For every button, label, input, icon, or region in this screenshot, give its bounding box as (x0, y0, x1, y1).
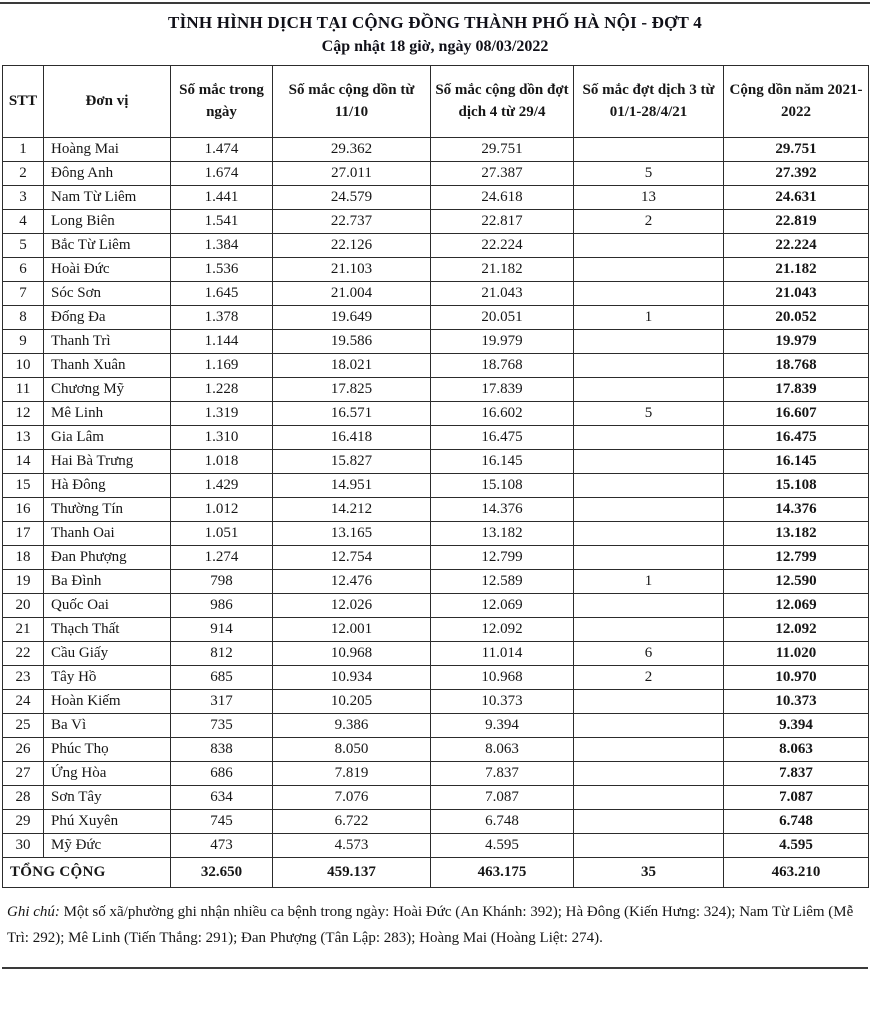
row-unit: Thanh Xuân (44, 354, 171, 378)
table-row (3, 834, 869, 858)
table-row (3, 330, 869, 354)
row-cumulative-wave4: 12.092 (431, 618, 574, 642)
row-stt: 24 (3, 690, 44, 714)
row-wave3 (574, 234, 724, 258)
row-wave3 (574, 330, 724, 354)
row-cumulative-wave4: 24.618 (431, 186, 574, 210)
row-wave3 (574, 258, 724, 282)
row-unit: Thạch Thất (44, 618, 171, 642)
table-row (3, 738, 869, 762)
row-cumulative-wave4: 21.182 (431, 258, 574, 282)
row-stt: 15 (3, 474, 44, 498)
row-wave3: 5 (574, 162, 724, 186)
row-cumulative-total: 29.751 (724, 138, 869, 162)
table-row (3, 234, 869, 258)
table-row (3, 282, 869, 306)
row-wave3 (574, 498, 724, 522)
row-cumulative-1110: 14.212 (273, 498, 431, 522)
row-cumulative-1110: 27.011 (273, 162, 431, 186)
row-unit: Thường Tín (44, 498, 171, 522)
row-daily-cases: 1.169 (171, 354, 273, 378)
row-daily-cases: 1.012 (171, 498, 273, 522)
row-daily-cases: 798 (171, 570, 273, 594)
total-cumulative-1110: 459.137 (273, 858, 431, 888)
row-cumulative-1110: 12.001 (273, 618, 431, 642)
row-unit: Phú Xuyên (44, 810, 171, 834)
total-row (3, 858, 869, 888)
footnote-label: Ghi chú: (7, 904, 60, 920)
row-daily-cases: 986 (171, 594, 273, 618)
row-stt: 19 (3, 570, 44, 594)
row-stt: 16 (3, 498, 44, 522)
row-stt: 12 (3, 402, 44, 426)
row-cumulative-wave4: 27.387 (431, 162, 574, 186)
row-cumulative-total: 10.970 (724, 666, 869, 690)
row-stt: 2 (3, 162, 44, 186)
row-unit: Bắc Từ Liêm (44, 234, 171, 258)
row-wave3 (574, 522, 724, 546)
row-unit: Chương Mỹ (44, 378, 171, 402)
header-wave3: Số mắc đợt dịch 3 từ 01/1-28/4/21 (574, 66, 724, 138)
row-cumulative-wave4: 29.751 (431, 138, 574, 162)
table-row (3, 810, 869, 834)
row-stt: 10 (3, 354, 44, 378)
row-cumulative-wave4: 16.475 (431, 426, 574, 450)
total-label: TỔNG CỘNG (3, 858, 171, 888)
row-unit: Nam Từ Liêm (44, 186, 171, 210)
row-wave3 (574, 690, 724, 714)
row-cumulative-1110: 10.934 (273, 666, 431, 690)
row-wave3: 5 (574, 402, 724, 426)
row-cumulative-total: 22.819 (724, 210, 869, 234)
header-row (3, 66, 869, 138)
row-unit: Thanh Oai (44, 522, 171, 546)
row-cumulative-1110: 16.571 (273, 402, 431, 426)
row-cumulative-1110: 24.579 (273, 186, 431, 210)
row-stt: 5 (3, 234, 44, 258)
row-daily-cases: 1.541 (171, 210, 273, 234)
row-cumulative-wave4: 10.968 (431, 666, 574, 690)
header-daily-cases: Số mắc trong ngày (171, 66, 273, 138)
table-row (3, 354, 869, 378)
row-wave3: 13 (574, 186, 724, 210)
row-wave3 (574, 738, 724, 762)
row-wave3 (574, 378, 724, 402)
row-unit: Sóc Sơn (44, 282, 171, 306)
row-cumulative-total: 18.768 (724, 354, 869, 378)
row-cumulative-total: 15.108 (724, 474, 869, 498)
row-daily-cases: 1.144 (171, 330, 273, 354)
row-cumulative-wave4: 8.063 (431, 738, 574, 762)
row-cumulative-wave4: 4.595 (431, 834, 574, 858)
total-cumulative-wave4: 463.175 (431, 858, 574, 888)
row-cumulative-1110: 10.968 (273, 642, 431, 666)
page-subtitle: Cập nhật 18 giờ, ngày 08/03/2022 (321, 38, 549, 55)
table-row (3, 402, 869, 426)
row-daily-cases: 1.274 (171, 546, 273, 570)
row-cumulative-wave4: 20.051 (431, 306, 574, 330)
row-wave3 (574, 786, 724, 810)
row-cumulative-wave4: 7.087 (431, 786, 574, 810)
row-unit: Mê Linh (44, 402, 171, 426)
row-unit: Tây Hồ (44, 666, 171, 690)
row-daily-cases: 1.536 (171, 258, 273, 282)
table-row (3, 690, 869, 714)
table-row (3, 186, 869, 210)
table-row (3, 498, 869, 522)
row-cumulative-wave4: 12.799 (431, 546, 574, 570)
row-cumulative-1110: 12.026 (273, 594, 431, 618)
table-row (3, 618, 869, 642)
row-unit: Ứng Hòa (44, 762, 171, 786)
row-cumulative-1110: 14.951 (273, 474, 431, 498)
row-cumulative-total: 14.376 (724, 498, 869, 522)
row-cumulative-1110: 19.649 (273, 306, 431, 330)
row-daily-cases: 1.018 (171, 450, 273, 474)
row-cumulative-total: 22.224 (724, 234, 869, 258)
row-stt: 20 (3, 594, 44, 618)
row-daily-cases: 1.429 (171, 474, 273, 498)
table-row (3, 450, 869, 474)
row-wave3: 6 (574, 642, 724, 666)
row-daily-cases: 685 (171, 666, 273, 690)
row-unit: Đông Anh (44, 162, 171, 186)
footnote (2, 888, 868, 969)
row-wave3 (574, 450, 724, 474)
total-wave3: 35 (574, 858, 724, 888)
row-daily-cases: 1.228 (171, 378, 273, 402)
row-cumulative-1110: 6.722 (273, 810, 431, 834)
row-cumulative-1110: 22.126 (273, 234, 431, 258)
row-stt: 26 (3, 738, 44, 762)
row-stt: 23 (3, 666, 44, 690)
row-daily-cases: 1.474 (171, 138, 273, 162)
row-cumulative-wave4: 17.839 (431, 378, 574, 402)
row-cumulative-1110: 18.021 (273, 354, 431, 378)
row-cumulative-1110: 17.825 (273, 378, 431, 402)
row-daily-cases: 686 (171, 762, 273, 786)
row-wave3 (574, 474, 724, 498)
row-wave3 (574, 354, 724, 378)
row-cumulative-total: 12.799 (724, 546, 869, 570)
row-unit: Long Biên (44, 210, 171, 234)
row-stt: 11 (3, 378, 44, 402)
row-cumulative-1110: 9.386 (273, 714, 431, 738)
row-cumulative-1110: 16.418 (273, 426, 431, 450)
row-unit: Hoàn Kiếm (44, 690, 171, 714)
row-daily-cases: 473 (171, 834, 273, 858)
table-row (3, 546, 869, 570)
row-wave3 (574, 594, 724, 618)
row-cumulative-total: 11.020 (724, 642, 869, 666)
row-daily-cases: 1.051 (171, 522, 273, 546)
row-cumulative-wave4: 13.182 (431, 522, 574, 546)
row-cumulative-total: 12.069 (724, 594, 869, 618)
total-daily-cases: 32.650 (171, 858, 273, 888)
row-wave3 (574, 282, 724, 306)
row-unit: Ba Đình (44, 570, 171, 594)
table-row (3, 714, 869, 738)
row-wave3: 1 (574, 570, 724, 594)
row-daily-cases: 1.378 (171, 306, 273, 330)
row-cumulative-wave4: 16.145 (431, 450, 574, 474)
row-cumulative-1110: 19.586 (273, 330, 431, 354)
row-wave3 (574, 138, 724, 162)
table-row (3, 426, 869, 450)
row-cumulative-total: 19.979 (724, 330, 869, 354)
row-cumulative-wave4: 7.837 (431, 762, 574, 786)
row-wave3 (574, 618, 724, 642)
row-stt: 7 (3, 282, 44, 306)
row-unit: Gia Lâm (44, 426, 171, 450)
row-cumulative-total: 16.475 (724, 426, 869, 450)
row-cumulative-total: 16.607 (724, 402, 869, 426)
row-cumulative-total: 4.595 (724, 834, 869, 858)
row-cumulative-total: 20.052 (724, 306, 869, 330)
row-cumulative-wave4: 22.224 (431, 234, 574, 258)
row-cumulative-1110: 12.754 (273, 546, 431, 570)
row-stt: 14 (3, 450, 44, 474)
row-wave3 (574, 426, 724, 450)
row-cumulative-wave4: 9.394 (431, 714, 574, 738)
row-cumulative-wave4: 21.043 (431, 282, 574, 306)
header-stt: STT (3, 66, 44, 138)
row-stt: 13 (3, 426, 44, 450)
row-cumulative-1110: 21.004 (273, 282, 431, 306)
row-stt: 27 (3, 762, 44, 786)
row-daily-cases: 812 (171, 642, 273, 666)
row-stt: 4 (3, 210, 44, 234)
row-unit: Hai Bà Trưng (44, 450, 171, 474)
table-row (3, 378, 869, 402)
row-wave3 (574, 762, 724, 786)
row-cumulative-total: 6.748 (724, 810, 869, 834)
row-cumulative-wave4: 16.602 (431, 402, 574, 426)
row-cumulative-total: 9.394 (724, 714, 869, 738)
covid-district-table (2, 65, 869, 888)
row-unit: Hoài Đức (44, 258, 171, 282)
row-cumulative-1110: 15.827 (273, 450, 431, 474)
row-cumulative-total: 27.392 (724, 162, 869, 186)
row-cumulative-1110: 4.573 (273, 834, 431, 858)
row-stt: 22 (3, 642, 44, 666)
row-cumulative-wave4: 6.748 (431, 810, 574, 834)
row-unit: Mỹ Đức (44, 834, 171, 858)
row-cumulative-wave4: 12.069 (431, 594, 574, 618)
table-row (3, 210, 869, 234)
row-unit: Đống Đa (44, 306, 171, 330)
row-stt: 30 (3, 834, 44, 858)
row-daily-cases: 634 (171, 786, 273, 810)
row-daily-cases: 317 (171, 690, 273, 714)
row-cumulative-total: 16.145 (724, 450, 869, 474)
row-daily-cases: 745 (171, 810, 273, 834)
row-unit: Phúc Thọ (44, 738, 171, 762)
footnote-text: Một số xã/phường ghi nhận nhiều ca bệnh trong ngày: Hoài Đức (An Khánh: 392); Hà Đông (Kiến Hưng: 324); Nam Từ Liêm (Mễ Trì: 292); Mê Linh (Tiến Thắng: 291); Đan Phượng (Tân Lập: 283); Hoàng Mai (Hoàng Liệt: 274). (7, 904, 854, 946)
row-unit: Đan Phượng (44, 546, 171, 570)
row-wave3 (574, 714, 724, 738)
row-stt: 9 (3, 330, 44, 354)
row-cumulative-wave4: 14.376 (431, 498, 574, 522)
report-header (2, 4, 868, 65)
row-unit: Hà Đông (44, 474, 171, 498)
row-cumulative-wave4: 10.373 (431, 690, 574, 714)
row-unit: Quốc Oai (44, 594, 171, 618)
total-cumulative-total: 463.210 (724, 858, 869, 888)
row-daily-cases: 914 (171, 618, 273, 642)
row-stt: 17 (3, 522, 44, 546)
row-cumulative-1110: 22.737 (273, 210, 431, 234)
row-cumulative-wave4: 22.817 (431, 210, 574, 234)
row-unit: Sơn Tây (44, 786, 171, 810)
table-row (3, 522, 869, 546)
table-row (3, 306, 869, 330)
row-cumulative-1110: 7.819 (273, 762, 431, 786)
row-cumulative-total: 13.182 (724, 522, 869, 546)
row-stt: 3 (3, 186, 44, 210)
row-wave3: 2 (574, 210, 724, 234)
row-stt: 8 (3, 306, 44, 330)
table-row (3, 258, 869, 282)
row-cumulative-total: 17.839 (724, 378, 869, 402)
row-unit: Cầu Giấy (44, 642, 171, 666)
row-cumulative-total: 10.373 (724, 690, 869, 714)
header-unit: Đơn vị (44, 66, 171, 138)
row-daily-cases: 1.384 (171, 234, 273, 258)
row-stt: 1 (3, 138, 44, 162)
row-cumulative-1110: 7.076 (273, 786, 431, 810)
row-daily-cases: 1.319 (171, 402, 273, 426)
page-title: TÌNH HÌNH DỊCH TẠI CỘNG ĐỒNG THÀNH PHỐ HÀ NỘI - ĐỢT 4 (168, 13, 702, 32)
table-row (3, 642, 869, 666)
row-cumulative-total: 21.043 (724, 282, 869, 306)
row-cumulative-total: 12.590 (724, 570, 869, 594)
row-daily-cases: 1.310 (171, 426, 273, 450)
row-wave3 (574, 546, 724, 570)
row-cumulative-1110: 21.103 (273, 258, 431, 282)
row-cumulative-1110: 10.205 (273, 690, 431, 714)
row-cumulative-total: 7.837 (724, 762, 869, 786)
row-unit: Hoàng Mai (44, 138, 171, 162)
report-page (2, 4, 868, 969)
row-daily-cases: 1.441 (171, 186, 273, 210)
table-row (3, 570, 869, 594)
row-cumulative-wave4: 11.014 (431, 642, 574, 666)
row-cumulative-total: 7.087 (724, 786, 869, 810)
header-cumulative-1110: Số mắc cộng dồn từ 11/10 (273, 66, 431, 138)
row-cumulative-wave4: 19.979 (431, 330, 574, 354)
row-cumulative-wave4: 15.108 (431, 474, 574, 498)
header-cumulative-total: Cộng dồn năm 2021-2022 (724, 66, 869, 138)
row-stt: 18 (3, 546, 44, 570)
row-cumulative-1110: 13.165 (273, 522, 431, 546)
header-cumulative-wave4: Số mắc cộng dồn đợt dịch 4 từ 29/4 (431, 66, 574, 138)
table-row (3, 138, 869, 162)
table-row (3, 162, 869, 186)
row-cumulative-total: 8.063 (724, 738, 869, 762)
row-wave3 (574, 834, 724, 858)
row-daily-cases: 838 (171, 738, 273, 762)
row-cumulative-wave4: 12.589 (431, 570, 574, 594)
row-daily-cases: 1.645 (171, 282, 273, 306)
row-stt: 21 (3, 618, 44, 642)
row-daily-cases: 735 (171, 714, 273, 738)
row-stt: 29 (3, 810, 44, 834)
row-cumulative-1110: 29.362 (273, 138, 431, 162)
row-cumulative-1110: 8.050 (273, 738, 431, 762)
row-daily-cases: 1.674 (171, 162, 273, 186)
row-wave3: 1 (574, 306, 724, 330)
row-cumulative-total: 24.631 (724, 186, 869, 210)
row-cumulative-wave4: 18.768 (431, 354, 574, 378)
table-row (3, 594, 869, 618)
row-unit: Ba Vì (44, 714, 171, 738)
row-stt: 25 (3, 714, 44, 738)
row-wave3 (574, 810, 724, 834)
table-row (3, 762, 869, 786)
table-row (3, 666, 869, 690)
row-stt: 6 (3, 258, 44, 282)
row-stt: 28 (3, 786, 44, 810)
table-row (3, 474, 869, 498)
table-row (3, 786, 869, 810)
row-cumulative-total: 21.182 (724, 258, 869, 282)
row-wave3: 2 (574, 666, 724, 690)
row-unit: Thanh Trì (44, 330, 171, 354)
row-cumulative-1110: 12.476 (273, 570, 431, 594)
row-cumulative-total: 12.092 (724, 618, 869, 642)
